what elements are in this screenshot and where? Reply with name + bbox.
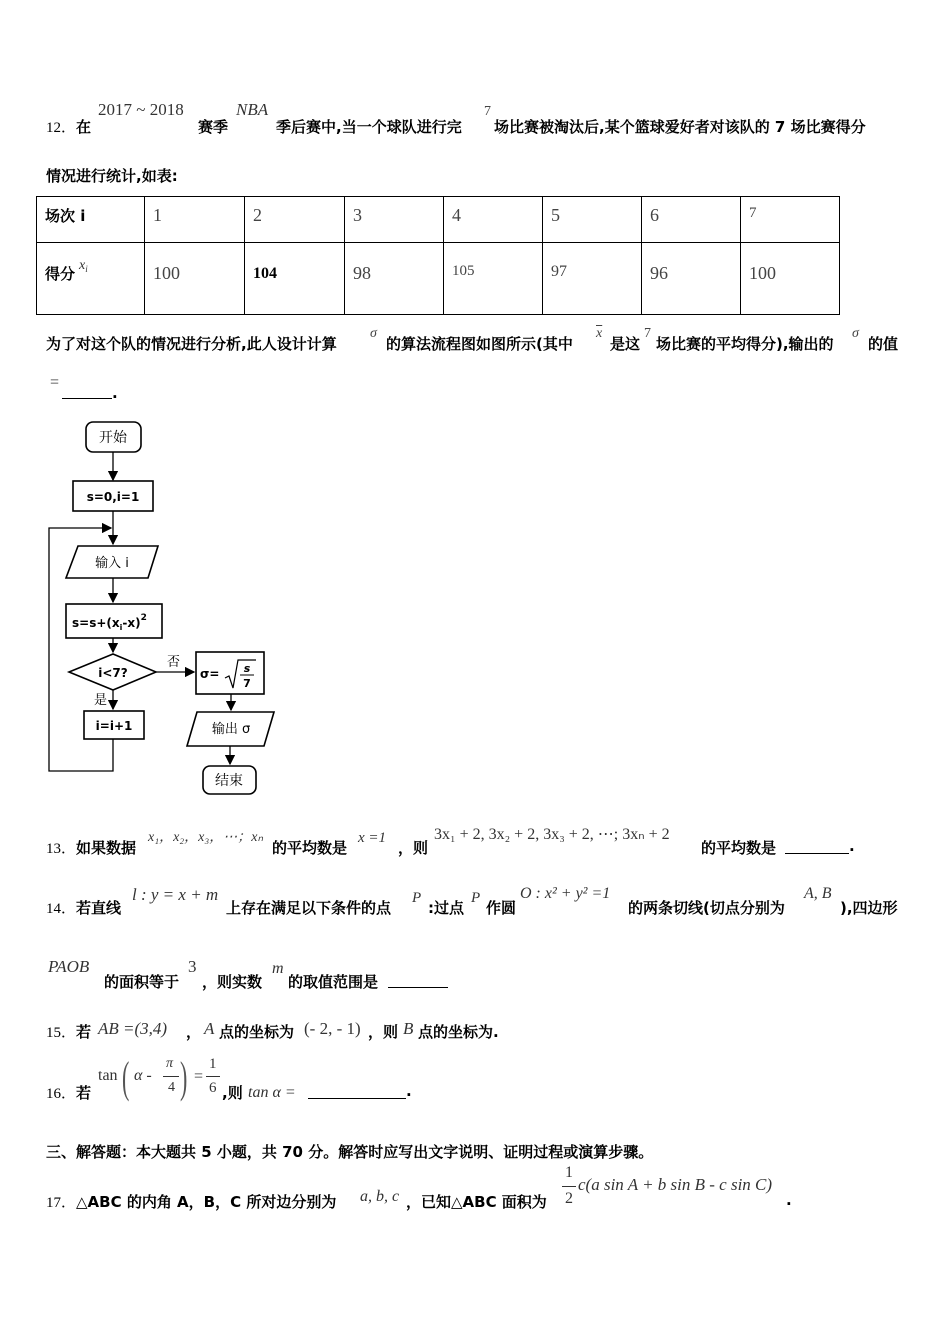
q12-para-4: 场比赛的平均得分),输出的 [656,335,834,353]
flow-end-label: 结束 [215,773,243,789]
q12-season: 2017 ~ 2018 [98,100,184,119]
q16-left-paren: ( [122,1053,130,1102]
table-header-games: 场次 i [37,197,145,243]
q17-end: . [786,1191,792,1209]
q13-text-answer: 的平均数是 [701,839,777,857]
table-cell: 6 [642,197,741,243]
flow-update-label: $s=s+(x_i-x)^2$ [72,613,147,632]
table-cell: 100 [145,243,245,315]
q12-text-games: 场比赛被淘汰后,某个篮球爱好者对该队的 7 场比赛得分 [494,118,866,136]
table-cell: 98 [345,243,444,315]
q16-alpha: α - [134,1067,152,1084]
q13-number: 13．如果数据 [46,839,137,857]
q16-frac-bar [163,1076,179,1077]
q17-number: 17．△ABC 的内角 A，B，C 所对边分别为 [46,1193,337,1211]
q14-P: P [412,890,422,906]
q12-number: 12．在 [46,118,92,136]
q15-text-end: 点的坐标为. [418,1023,499,1041]
flow-sqrt-num: s [243,662,251,675]
q12-seven: 7 [484,104,491,119]
flow-incr-label: i=i+1 [95,719,133,733]
table-cell: 100 [741,243,840,315]
q12-xbar: $\overline{x}$ [596,326,603,341]
q12-sigma-2: σ [852,326,859,341]
q12-para-3: 是这 [610,335,641,353]
q14-answer-blank [388,987,448,988]
q15-A: A [204,1019,215,1038]
q14-text-real: ，则实数 [202,973,263,991]
q17-abc: a, b, c [360,1188,400,1205]
q12-text-season: 赛季 [198,118,229,136]
q12-para-1: 为了对这个队的情况进行分析,此人设计计算 [46,335,337,353]
q14-text-range: 的取值范围是 [288,973,379,991]
q14-text-circle: 作圆 [486,899,517,917]
flow-sqrt-den: 7 [243,677,251,690]
q16-four: 4 [168,1080,175,1095]
q12-seven-2: 7 [644,326,651,341]
q16-tan-alpha: tan α = [248,1084,296,1101]
flow-yes-label: 是 [94,693,108,708]
q12-end: . [112,384,118,402]
q13-text-mean: 的平均数是 [272,839,348,857]
q14-m: m [272,960,284,977]
q12-answer-eq: = [50,374,60,391]
q12-para-5: 的值 [868,335,899,353]
q16-frac-bar-2 [206,1076,220,1077]
q17-half-num: 1 [565,1164,573,1181]
q15-text-then: ，则 [368,1023,399,1041]
table-cell: 104 [245,243,345,315]
q14-number: 14．若直线 [46,899,122,917]
q14-AB: A, B [804,885,832,902]
flow-input-label: 输入 i [95,556,129,571]
q17-text-area: ，已知△ABC 面积为 [406,1193,547,1211]
q14-circle: O : x² + y² =1 [520,885,611,902]
q14-line-eq: l : y = x + m [132,885,219,904]
q16-six: 6 [209,1080,217,1096]
q15-number: 15．若 [46,1023,92,1041]
q17-half-den: 2 [565,1190,573,1207]
q14-text-quad: ),四边形 [840,899,898,917]
flow-start-label: 开始 [99,430,127,446]
table-cell: 105 [444,243,543,315]
flow-init-label: s=0,i=1 [86,490,140,504]
q17-frac-bar [562,1186,576,1187]
q15-comma: ， [186,1023,202,1041]
q14-text-through: :过点 [428,899,464,917]
q13-expr: 3x₁ + 2, 3x₂ + 2, 3x₃ + 2, ⋯; 3xₙ + 2 [434,826,670,843]
q16-tan: tan [98,1067,118,1084]
q16-right-paren: ) [180,1053,188,1102]
q13-end: . [849,837,855,855]
q14-P-2: P [471,890,481,906]
section-title: 三、解答题：本大题共 5 小题，共 70 分。解答时应写出文字说明、证明过程或演算步骤。 [46,1143,654,1161]
table-cell: 4 [444,197,543,243]
q16-number: 16．若 [46,1084,92,1102]
q16-one: 1 [209,1056,217,1072]
flow-cond-label: i<7? [98,666,128,680]
q12-nba: NBA [236,100,269,119]
q15-vector: AB =(3,4) [98,1019,168,1038]
q14-text-area: 的面积等于 [104,973,180,991]
table-cell: 5 [543,197,642,243]
table-cell: 1 [145,197,245,243]
flowchart [0,0,300,810]
q16-answer-blank [308,1098,406,1099]
flow-output-label: 输出 σ [211,722,251,737]
q15-coord-A: (- 2, - 1) [304,1019,361,1038]
q16-eq: = [194,1068,204,1085]
table-cell: 96 [642,243,741,315]
q14-text-exists: 上存在满足以下条件的点 [226,899,392,917]
q16-end: . [406,1082,412,1100]
table-cell: 97 [543,243,642,315]
q12-line2: 情况进行统计,如表: [46,167,178,185]
q13-answer-blank [785,853,849,854]
q15-text-coord: 点的坐标为 [219,1023,295,1041]
table-cell: 3 [345,197,444,243]
flow-sigma-label: σ= [200,667,220,681]
q16-text-then: ,则 [222,1084,243,1102]
q15-B: B [403,1019,414,1038]
q17-expr: c(a sin A + b sin B - c sin C) [578,1175,773,1194]
flow-no-label: 否 [167,655,181,670]
q14-PAOB: PAOB [48,957,90,976]
q13-mean: x =1 [358,830,387,846]
table-header-scores: 得分 $x^i$ [37,243,145,315]
q13-data: x₁，x₂，x₃，⋯；xₙ [148,830,264,845]
table-cell: 2 [245,197,345,243]
q12-sigma-1: σ [370,326,377,341]
table-cell: 7 [741,197,840,243]
q12-text-playoffs: 季后赛中,当一个球队进行完 [276,118,462,136]
q12-para-2: 的算法流程图如图所示(其中 [386,335,573,353]
q14-three: 3 [188,957,197,976]
q14-text-tangent: 的两条切线(切点分别为 [628,899,785,917]
q13-text-then: ，则 [398,839,429,857]
q16-pi: π [166,1056,174,1071]
